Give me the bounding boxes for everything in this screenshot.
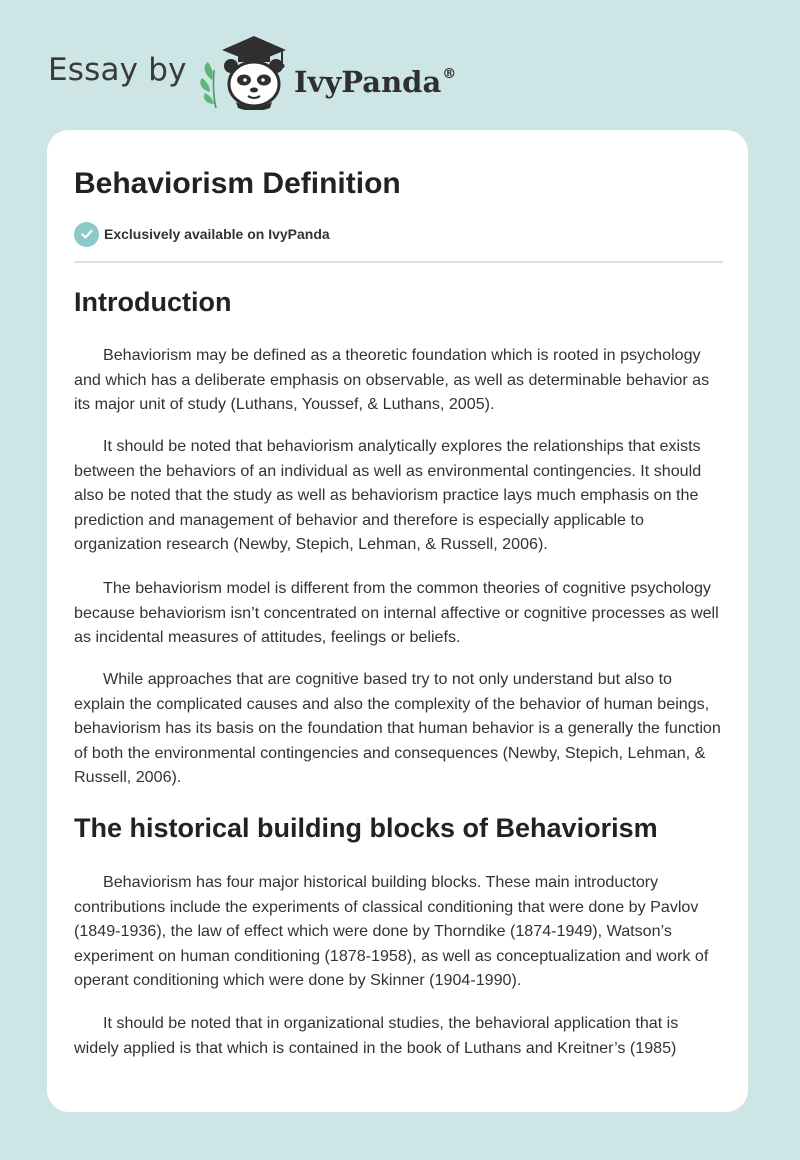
paragraph: Behaviorism has four major historical building blocks. These main introductory contributions include the experiments of classical conditioning that were done by Pavlov (1849-1936), the law of effect which were done by Thorndike (1874-1949), Watson’s experiment on human conditioning (1878-1958), as well as conceptualization and work of operant conditioning which were done by Skinner (1904-1990). — [74, 873, 709, 989]
section-heading-historical-building-blocks: The historical building blocks of Behaviorism — [74, 813, 658, 843]
brand-text: IvyPanda — [294, 65, 442, 99]
paragraph: The behaviorism model is different from the common theories of cognitive psychology because behaviorism isn’t concentrated on internal affective or cognitive processes as well as incidental measures of attitudes, feelings or beliefs. — [74, 579, 719, 646]
paragraph: Behaviorism may be defined as a theoretic foundation which is rooted in psychology and which has a deliberate emphasis on observable, as well as determinable behavior as its major unit of study (Luthans, Youssef, & Luthans, 2005). — [74, 346, 710, 413]
site-header — [0, 0, 800, 130]
section-heading-introduction: Introduction — [74, 287, 232, 317]
exclusive-badge — [74, 221, 330, 247]
ivypanda-logo-icon[interactable] — [196, 30, 294, 110]
paragraph: While approaches that are cognitive based try to not only understand but also to explain the complicated causes and also the complexity of the behavior of human beings, behaviorism has its basis on the foundation that human behavior is a generally the function of both the environmental contingencies and consequences (Newby, Stepich, Lehman, & Russell, 2006). — [74, 670, 721, 786]
page-title: Behaviorism Definition — [74, 167, 401, 200]
check-circle-icon — [74, 222, 99, 247]
title-divider — [74, 261, 723, 263]
essay-card — [47, 130, 748, 1112]
badge-text: Exclusively available on IvyPanda — [104, 226, 330, 242]
brand-name[interactable] — [294, 54, 456, 102]
paragraph: It should be noted that behaviorism analytically explores the relationships that exists between the behaviors of an individual as well as environmental contingencies. It should also be noted that the study as well as behaviorism practice lays much emphasis on the prediction and management of behavior and therefore is especially applicable to organization research (Newby, Stepich, Lehman, & Russell, 2006). — [74, 437, 702, 553]
ivy-leaf-icon — [200, 62, 216, 108]
registered-mark: ® — [442, 66, 457, 82]
paragraph: It should be noted that in organizational studies, the behavioral application that is widely applied is that which is contained in the book of Luthans and Kreitner’s (1985) — [74, 1014, 679, 1057]
essay-by-label: Essay by — [48, 52, 187, 88]
